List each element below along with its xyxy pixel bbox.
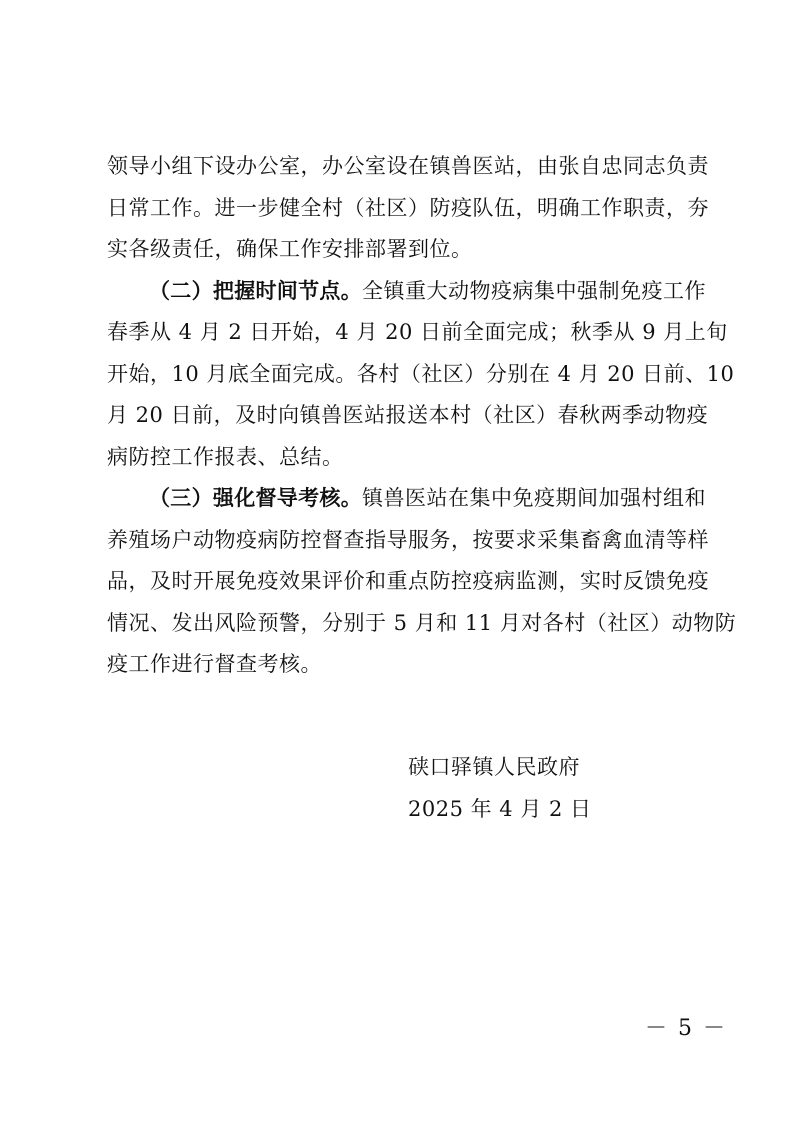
paragraph-line: 开始，10 月底全面完成。各村（社区）分别在 4 月 20 日前、10 <box>107 361 735 386</box>
paragraph-line: 实各级责任，确保工作安排部署到位。 <box>107 237 473 261</box>
paragraph-line: 春季从 4 月 2 日开始，4 月 20 日前全面完成；秋季从 9 月上旬 <box>107 320 728 344</box>
signature-org: 硖口驿镇人民政府 <box>408 755 580 779</box>
signature-date: 2025 年 4 月 2 日 <box>408 797 592 821</box>
paragraph-line: 疫工作进行督查考核。 <box>107 652 322 676</box>
page-number: － 5 － <box>645 1016 727 1041</box>
signature-block <box>408 746 592 830</box>
section-3-first-line-text: 镇兽医站在集中免疫期间加强村组和 <box>362 486 706 510</box>
paragraph-line: 病防控工作报表、总结。 <box>107 444 344 469</box>
paragraph-line: 日常工作。进一步健全村（社区）防疫队伍，明确工作职责，夯 <box>107 195 709 220</box>
section-2-heading: （二）把握时间节点。 <box>149 278 362 303</box>
section-3-first-line <box>107 478 706 520</box>
document-body <box>107 146 737 686</box>
paragraph-line: 月 20 日前，及时向镇兽医站报送本村（社区）春秋两季动物疫 <box>107 403 709 427</box>
section-3-heading: （三）强化督导考核。 <box>149 486 362 510</box>
paragraph-line: 养殖场户动物疫病防控督查指导服务，按要求采集畜禽血清等样 <box>107 527 709 552</box>
section-2-first-line <box>107 271 706 313</box>
paragraph-line: 品，及时开展免疫效果评价和重点防控疫病监测，实时反馈免疫 <box>107 569 709 593</box>
paragraph-line: 领导小组下设办公室，办公室设在镇兽医站，由张自忠同志负责 <box>107 154 709 178</box>
section-2-first-line-text: 全镇重大动物疫病集中强制免疫工作 <box>362 278 706 303</box>
paragraph-line: 情况、发出风险预警，分别于 5 月和 11 月对各村（社区）动物防 <box>107 610 737 635</box>
